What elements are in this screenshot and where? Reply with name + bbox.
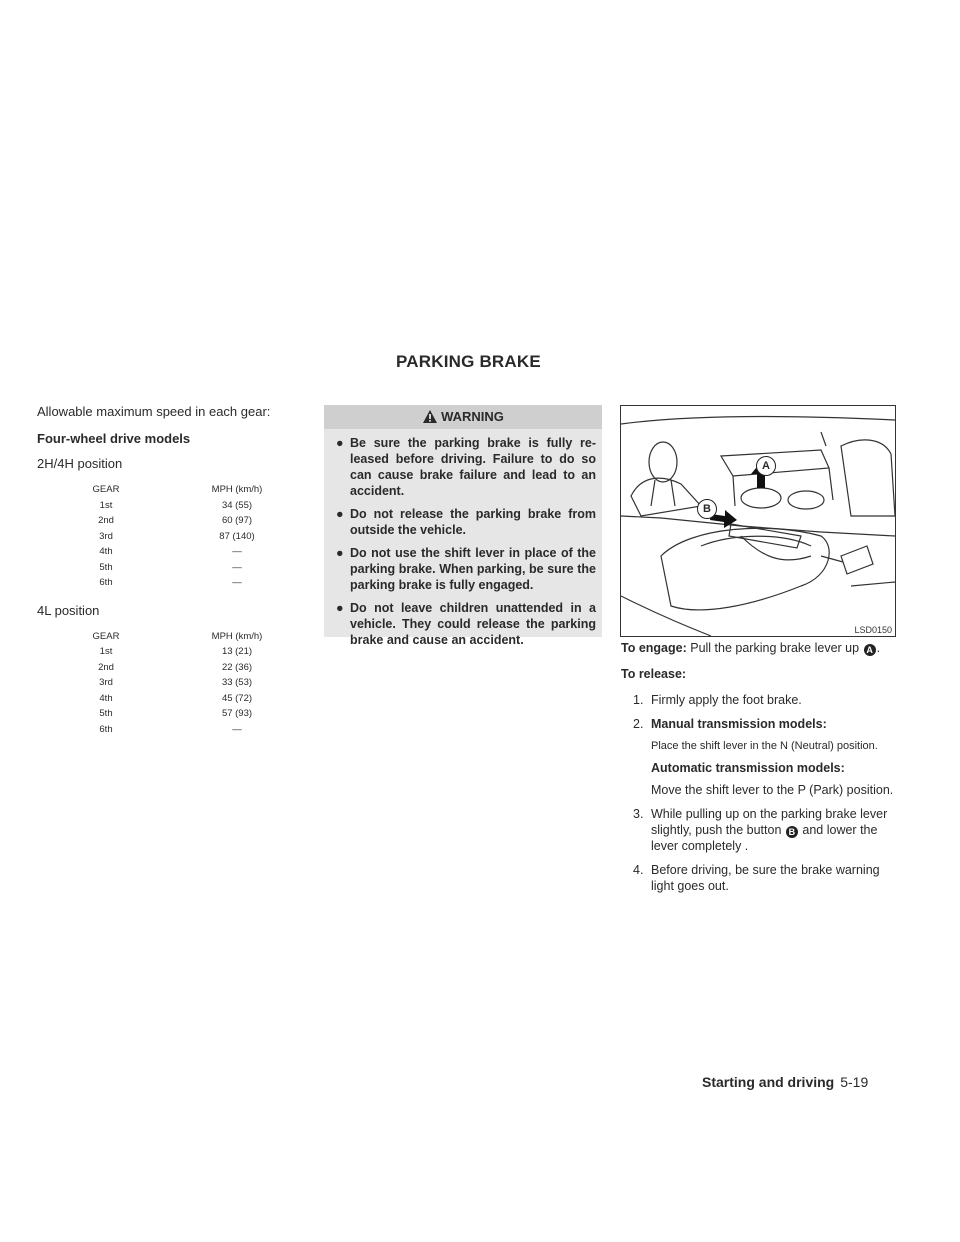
figure-code: LSD0150 [854, 625, 892, 635]
speed-cell: 34 (55) [221, 499, 253, 511]
section-title: PARKING BRAKE [396, 352, 541, 371]
speed-column [37, 404, 277, 749]
warning-box [324, 405, 602, 647]
table-row [85, 722, 277, 738]
gear-cell: 6th [99, 577, 113, 589]
header-gear: GEAR [92, 484, 120, 496]
gear-cell: 1st [99, 499, 113, 511]
step-1 [621, 692, 896, 708]
warning-item-text: Do not leave children unattended in a vehicle. They could release the parking brake and cause an accident. [350, 601, 596, 647]
warning-item-text: Do not use the shift lever in place of the parking brake. When parking, be sure the parking brake is fully engaged. [350, 546, 596, 592]
speed-table-2h4h [85, 482, 277, 591]
callout-a: A [756, 456, 776, 476]
console-drawing [621, 406, 895, 636]
table-row [85, 529, 277, 545]
step-number: 4. [633, 863, 644, 877]
header-speed: MPH (km/h) [211, 484, 263, 496]
subhead: Four-wheel drive models [37, 431, 191, 446]
engage-label: To engage: [621, 641, 687, 655]
engage-end: . [876, 641, 881, 655]
bullet-mark: ● [336, 546, 344, 560]
speed-cell: 45 (72) [221, 692, 253, 704]
step-text: Place the shift lever in the N (Neutral) position. [651, 740, 878, 752]
gear-cell: 2nd [98, 661, 114, 673]
speed-cell: 87 (140) [219, 530, 255, 542]
warning-header [324, 405, 602, 429]
speed-cell: 22 (36) [221, 661, 253, 673]
mark-b: B [786, 826, 798, 838]
release-label: To release: [621, 667, 687, 681]
gear-cell: 1st [99, 646, 113, 658]
speed-cell: 33 (53) [221, 677, 253, 689]
step-text: Firmly apply the foot brake. [651, 693, 802, 707]
gear-cell: 2nd [98, 515, 114, 527]
step-text: Before driving, be sure the brake warning light goes out. [651, 863, 880, 893]
intro-text: Allowable maximum speed in each gear: [37, 404, 271, 419]
step-text: Move the shift lever to the P (Park) position. [651, 783, 894, 797]
table-row [85, 675, 277, 691]
bullet-mark: ● [336, 436, 344, 450]
header-gear: GEAR [92, 630, 120, 642]
warning-item [336, 600, 596, 648]
speed-cell: 57 (93) [221, 708, 253, 720]
parking-brake-illustration [620, 405, 896, 637]
step-number: 1. [633, 693, 644, 707]
table-row [85, 560, 277, 576]
page-number: 5-19 [840, 1074, 869, 1090]
gear-cell: 4th [99, 692, 113, 704]
table-row [85, 498, 277, 514]
engage-text: Pull the parking brake lever up [690, 641, 860, 655]
step-text: While pulling up on the parking brake lever slightly, push the button [651, 807, 888, 837]
table-row [85, 691, 277, 707]
warning-triangle-icon [422, 409, 438, 424]
table-row [85, 544, 277, 560]
speed-cell: — [232, 546, 242, 558]
gear-cell: 5th [99, 561, 113, 573]
warning-item [336, 435, 596, 499]
mark-a: A [864, 644, 876, 656]
bullet-mark: ● [336, 601, 344, 615]
table-row [85, 706, 277, 722]
speed-cell: — [232, 577, 242, 589]
warning-title: WARNING [441, 409, 504, 424]
header-speed: MPH (km/h) [211, 630, 263, 642]
table-row [85, 660, 277, 676]
callout-b: B [697, 499, 717, 519]
position-title-2h4h: 2H/4H position [37, 456, 123, 471]
table-row [85, 644, 277, 660]
chapter-name: Starting and driving [702, 1074, 835, 1090]
speed-cell: — [232, 561, 242, 573]
gear-cell: 4th [99, 546, 113, 558]
gear-cell: 6th [99, 723, 113, 735]
step-number: 3. [633, 807, 644, 821]
bullet-mark: ● [336, 507, 344, 521]
gear-cell: 5th [99, 708, 113, 720]
speed-cell: 60 (97) [221, 515, 253, 527]
warning-item [336, 545, 596, 593]
warning-item-text: Do not release the parking brake from outside the vehicle. [350, 507, 596, 537]
engage-paragraph [621, 640, 896, 656]
table-header-row [85, 482, 277, 498]
step-3 [621, 806, 896, 854]
gear-cell: 3rd [99, 677, 113, 689]
step-2 [621, 716, 896, 798]
page-footer [702, 1074, 868, 1090]
speed-table-4l [85, 629, 277, 738]
instructions-column [621, 640, 896, 902]
table-row [85, 513, 277, 529]
gear-cell: 3rd [99, 530, 113, 542]
speed-cell: — [232, 723, 242, 735]
step-number: 2. [633, 717, 644, 731]
warning-list [324, 429, 602, 648]
speed-cell: 13 (21) [221, 646, 253, 658]
step-heading: Manual transmission models: [651, 717, 827, 731]
table-row [85, 575, 277, 591]
step-heading: Automatic transmission models: [651, 761, 845, 775]
step-4 [621, 862, 896, 894]
position-title-4l: 4L position [37, 602, 100, 618]
step-text: and lower the lever completely . [651, 823, 878, 853]
table-header-row [85, 629, 277, 645]
warning-item-text: Be sure the parking brake is fully re-leased before driving. Failure to do so can cause brake failure and lead to an accident. [350, 436, 596, 498]
warning-item [336, 506, 596, 538]
